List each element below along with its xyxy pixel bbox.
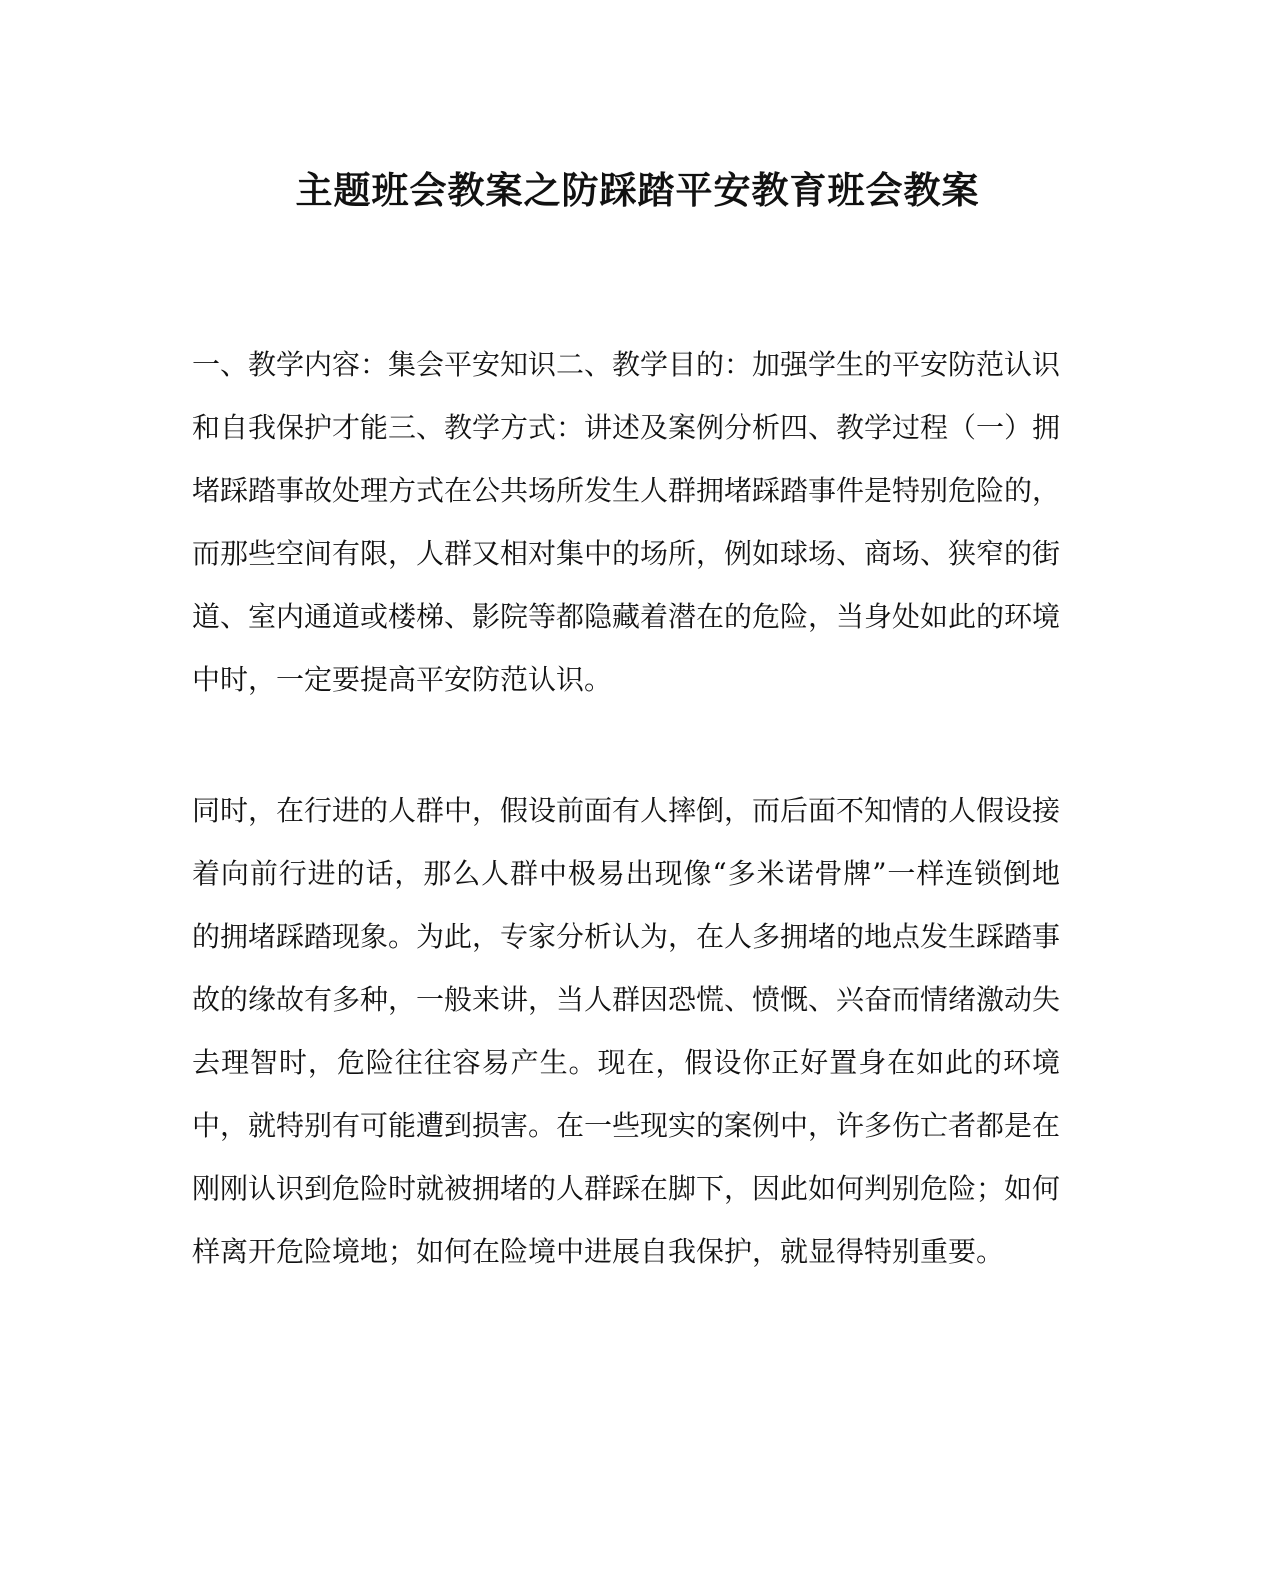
document-title: 主题班会教案之防踩踏平安教育班会教案 (295, 168, 980, 212)
paragraph-stampede-explanation: 同时，在行进的人群中，假设前面有人摔倒，而后面不知情的人假设接着向前行进的话，那么人群中极易出现像“多米诺骨牌”一样连锁倒地的拥堵踩踏现象。为此，专家分析认为，在人多拥堵的地点发生踩踏事故的缘故有多种，一般来讲，当人群因恐慌、愤慨、兴奋而情绪激动失去理智时，危险往往容易产生。现在，假设你正好置身在如此的环境中，就特别有可能遭到损害。在一些现实的案例中，许多伤亡者都是在刚刚认识到危险时就被拥堵的人群踩在脚下，因此如何判别危险；如何样离开危险境地；如何在险境中进展自我保护，就显得特别重要。 (192, 794, 1061, 1268)
paragraph-teaching-plan: 一、教学内容：集会平安知识二、教学目的：加强学生的平安防范认识和自我保护才能三、教学方式：讲述及案例分析四、教学过程（一）拥堵踩踏事故处理方式在公共场所发生人群拥堵踩踏事件是特别危险的，而那些空间有限，人群又相对集中的场所，例如球场、商场、狭窄的街道、室内通道或楼梯、影院等都隐藏着潜在的危险，当身处如此的环境中时，一定要提高平安防范认识。 (192, 348, 1061, 696)
